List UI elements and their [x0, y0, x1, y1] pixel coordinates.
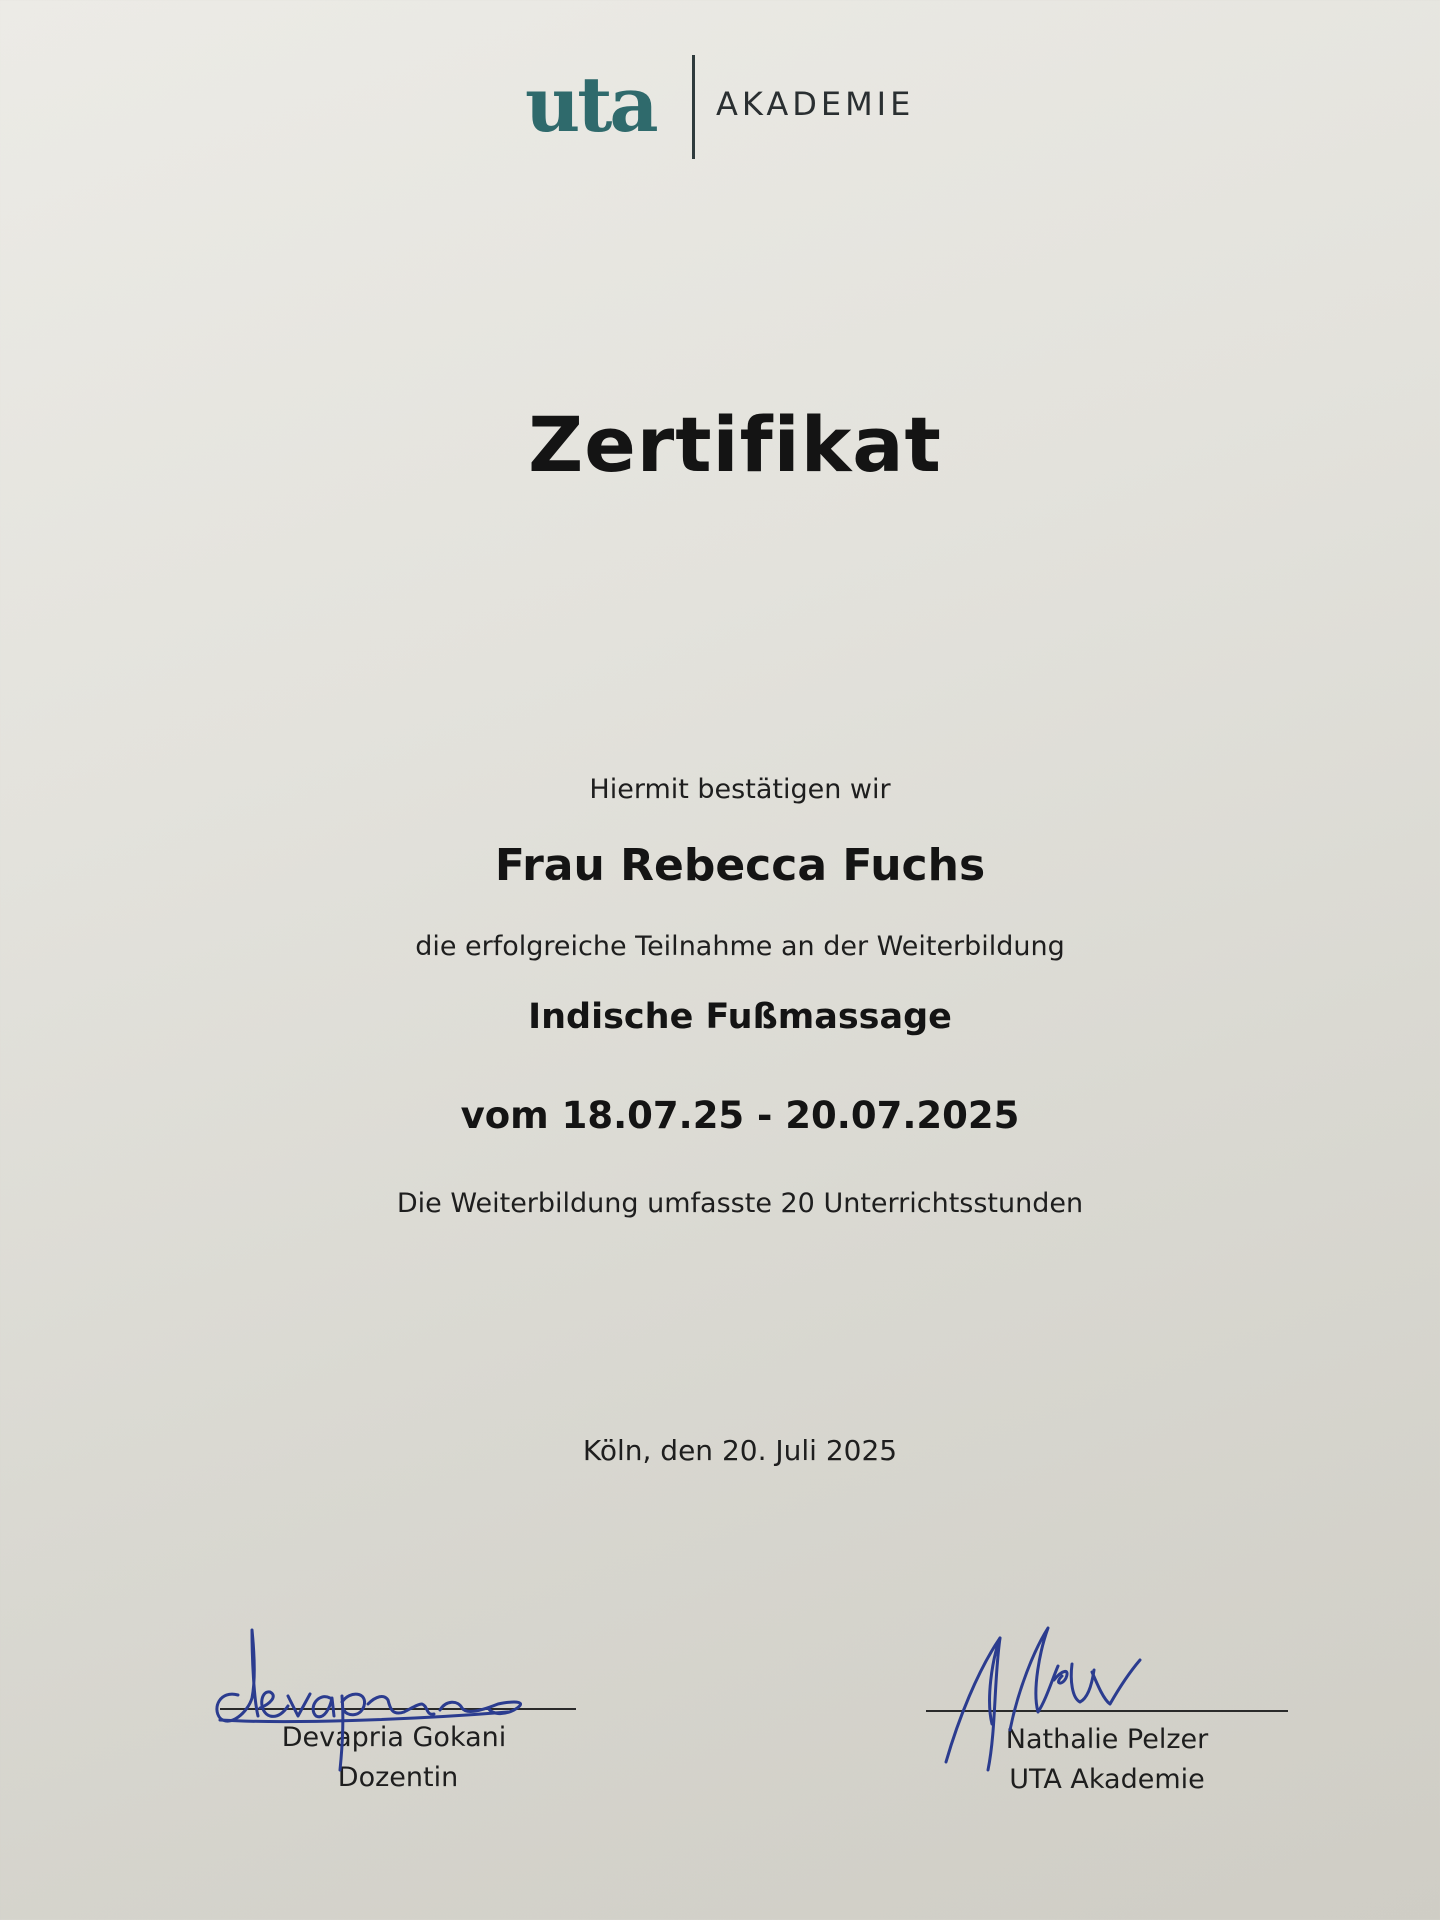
signature-line [220, 1708, 576, 1710]
uta-akademie-logo [525, 55, 945, 160]
logo-text: AKADEMIE [716, 85, 915, 123]
course-title: Indische Fußmassage [528, 997, 952, 1037]
signatory-name: Devapria Gokani [281, 1722, 507, 1753]
signatory-role: Dozentin [337, 1762, 459, 1793]
certificate-title: Zertifikat [528, 400, 942, 489]
participation-text: die erfolgreiche Teilnahme an der Weiterbildung [415, 931, 1065, 962]
logo-mark: uta [525, 60, 656, 149]
logo-divider [692, 55, 695, 159]
course-hours: Die Weiterbildung umfasste 20 Unterrichtsstunden [396, 1188, 1084, 1219]
signatory-name: Nathalie Pelzer [1005, 1724, 1209, 1755]
signatory-role: UTA Akademie [1009, 1764, 1205, 1795]
signature-line [926, 1710, 1288, 1712]
recipient-name: Frau Rebecca Fuchs [494, 840, 986, 891]
intro-text: Hiermit bestätigen wir [589, 774, 891, 805]
place-and-date: Köln, den 20. Juli 2025 [582, 1434, 898, 1467]
course-dates: vom 18.07.25 - 20.07.2025 [460, 1094, 1020, 1137]
